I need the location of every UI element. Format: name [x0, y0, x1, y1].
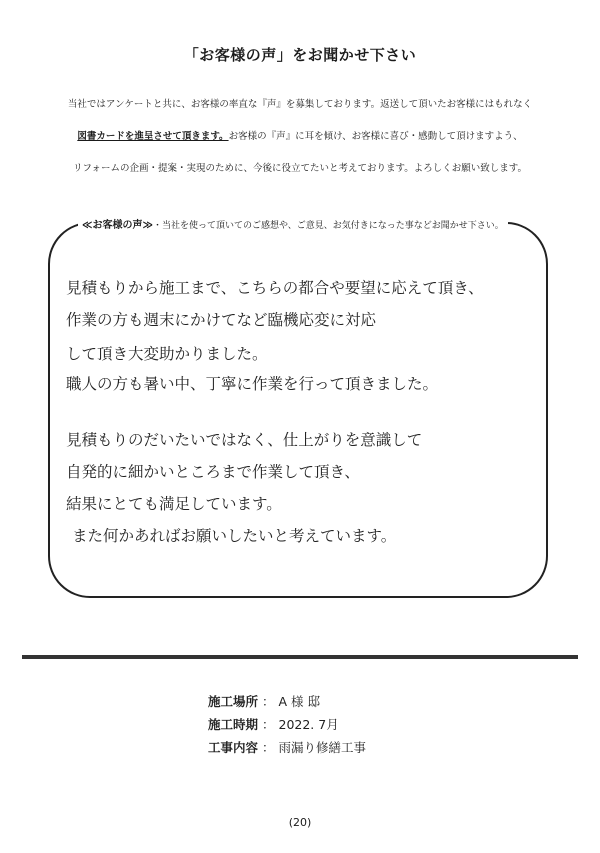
intro-line-2: [20, 128, 580, 146]
section-divider: [22, 655, 578, 659]
place-label: 施工場所: [208, 694, 259, 709]
separator: ：: [262, 694, 275, 709]
comment-line: 見積もりから施工まで、こちらの都合や要望に応えて頂き、: [66, 279, 484, 297]
comment-line: 自発的に細かいところまで作業して頂き、: [66, 463, 360, 481]
date-value: 2022. 7月: [278, 717, 339, 732]
comment-line: 見積もりのだいたいではなく、仕上がりを意識して: [66, 431, 423, 449]
voice-header: [78, 216, 508, 231]
comment-line: また何かあればお願いしたいと考えています。: [72, 527, 397, 545]
intro-line-1: 当社ではアンケートと共に、お客様の率直な『声』を募集しております。返送して頂いたお客様にはもれなく: [67, 99, 533, 110]
separator: ：: [262, 717, 275, 732]
comment-line: 作業の方も週末にかけてなど臨機応変に対応: [66, 311, 377, 329]
comment-line: 結果にとても満足しています。: [66, 495, 282, 513]
comment-line: して頂き大変助かりました。: [66, 345, 268, 363]
page-number: (20): [288, 816, 312, 829]
intro-text: [20, 96, 580, 192]
comment-line: 職人の方も暑い中、丁寧に作業を行って頂きました。: [66, 375, 439, 393]
content-label: 工事内容: [208, 740, 259, 755]
customer-voice-box: [48, 222, 548, 598]
info-row-content: [208, 738, 366, 756]
info-row-date: [208, 715, 339, 733]
info-row-place: [208, 692, 320, 710]
place-value: A 様 邸: [278, 694, 320, 709]
gift-card-notice: 図書カードを進呈させて頂きます。: [77, 131, 229, 142]
content-value: 雨漏り修繕工事: [278, 740, 367, 755]
date-label: 施工時期: [208, 717, 259, 732]
page-title: 「お客様の声」をお聞かせ下さい: [183, 46, 417, 64]
voice-header-title: ≪お客様の声≫: [82, 220, 153, 231]
voice-header-note: ・当社を使って頂いてのご感想や、ご意見、お気付きになった事などお聞かせ下さい。: [152, 221, 504, 231]
separator: ：: [262, 740, 275, 755]
intro-line-2-rest: お客様の『声』に耳を傾け、お客様に喜び・感動して頂けますよう、: [228, 131, 523, 142]
intro-line-3: リフォームの企画・提案・実現のために、今後に役立てたいと考えております。よろしくお願い致します。: [72, 163, 527, 174]
